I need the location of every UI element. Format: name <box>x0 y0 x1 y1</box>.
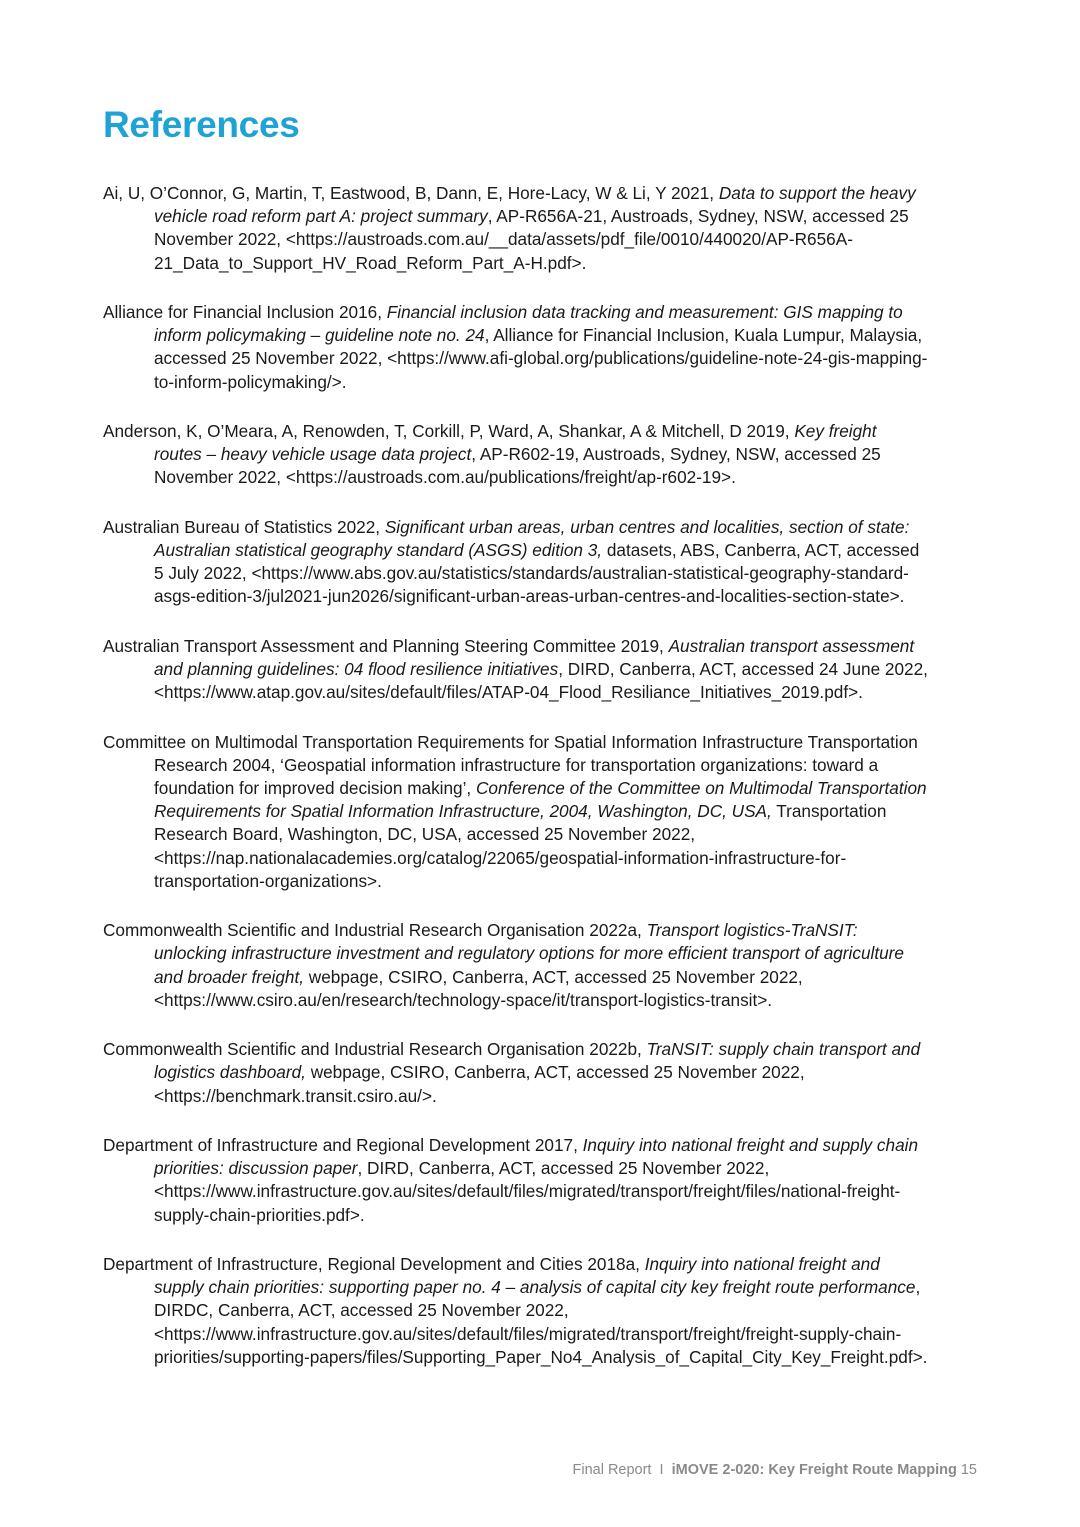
reference-authors: Commonwealth Scientific and Industrial Research Organisation 2022a, <box>103 920 647 941</box>
page-title: References <box>103 104 300 145</box>
reference-authors: Ai, U, O’Connor, G, Martin, T, Eastwood, B, Dann, E, Hore-Lacy, W & Li, Y 2021, <box>103 183 719 203</box>
reference-authors: Anderson, K, O’Meara, A, Renowden, T, Corkill, P, Ward, A, Shankar, A & Mitchell, D 2019, <box>103 421 795 441</box>
reference-details: , AP-R656A-21, Austroads, Sydney, NSW, accessed 25 November 2022, <https://austroads.com.au/__data/assets/pdf_file/0010/440020/AP-R656A- 21_Data_to_Support_HV_Road_Reform_Part_A-H.pdf>. <box>154 206 909 273</box>
reference-details: webpage, CSIRO, Canberra, ACT, accessed 25 November 2022, <https://benchmark.transit.csiro.au/>. <box>154 1062 805 1106</box>
reference-entry <box>103 301 983 394</box>
reference-authors: Commonwealth Scientific and Industrial Research Organisation 2022b, <box>103 1039 647 1060</box>
footer-separator: I <box>659 1462 664 1478</box>
reference-details: , DIRD, Canberra, ACT, accessed 25 November 2022, <https://www.infrastructure.gov.au/sites/default/files/migrated/transport/freight/files/national-freight- supply-chain-priorities.pdf>. <box>154 1158 901 1225</box>
reference-entry <box>103 731 983 893</box>
reference-details: , DIRDC, Canberra, ACT, accessed 25 November 2022, <https://www.infrastructure.gov.au/sites/default/files/migrated/transport/freight/freight-supply-chain- priorities/supporting-papers/files/Supporting_Paper_No4_Analysis_of_Capital_City_Key_Freight.pdf>. <box>154 1277 928 1367</box>
reference-title: Australian transport assessment and planning guidelines: 04 flood resilience initiatives <box>154 635 915 679</box>
reference-entry <box>103 1038 983 1108</box>
reference-title: Inquiry into national freight and supply chain priorities: supporting paper no. 4 – analysis of capital city key freight route performance <box>154 1254 916 1298</box>
page-number: 15 <box>960 1462 977 1478</box>
reference-details: Transportation Research Board, Washington, DC, USA, accessed 25 November 2022, <https://nap.nationalacademies.org/catalog/22065/geospatial-information-infrastructure-for- transportation-organizations>. <box>154 801 887 891</box>
reference-title: Data to support the heavy vehicle road reform part A: project summary <box>154 183 916 227</box>
reference-title: Conference of the Committee on Multimodal Transportation Requirements for Spatial Information Infrastructure, 2004, Washington, DC, USA, <box>154 778 927 822</box>
reference-title: Inquiry into national freight and supply chain priorities: discussion paper <box>154 1135 918 1179</box>
reference-details: datasets, ABS, Canberra, ACT, accessed 5 July 2022, <https://www.abs.gov.au/statistics/standards/australian-statistical-geography-standard- asgs-edition-3/jul2021-jun2026/significant-urban-areas-urban-centres-and-localities-section-state>. <box>154 540 920 607</box>
reference-authors: Australian Bureau of Statistics 2022, <box>103 516 385 537</box>
page-footer <box>572 1460 977 1480</box>
reference-entry <box>103 919 983 1012</box>
reference-entry <box>103 516 983 609</box>
reference-title: Significant urban areas, urban centres and localities, section of state: Australian statistical geography standard (ASGS) edition 3, <box>154 516 910 560</box>
reference-title: Key freight routes – heavy vehicle usage data project <box>154 421 877 465</box>
footer-report-label: Final Report <box>572 1462 652 1478</box>
reference-entry <box>103 635 983 705</box>
footer-document-title: iMOVE 2-020: Key Freight Route Mapping <box>671 1462 957 1478</box>
reference-authors: Department of Infrastructure and Regional Development 2017, <box>103 1135 583 1155</box>
reference-details: , Alliance for Financial Inclusion, Kuala Lumpur, Malaysia, accessed 25 November 2022, <https://www.afi-global.org/publications/guideline-note-24-gis-mapping- to-inform-policymaking/>. <box>154 325 928 392</box>
reference-entry <box>103 1253 983 1369</box>
reference-title: Financial inclusion data tracking and measurement: GIS mapping to inform policymaking – guideline note no. 24 <box>154 302 903 346</box>
reference-title: Transport logistics-TraNSIT: unlocking infrastructure investment and regulatory options for more efficient transport of agriculture and broader freight, <box>154 920 904 987</box>
reference-authors: Department of Infrastructure, Regional Development and Cities 2018a, <box>103 1254 645 1274</box>
reference-entry <box>103 1134 983 1227</box>
reference-entry <box>103 182 983 275</box>
reference-authors: Committee on Multimodal Transportation Requirements for Spatial Information Infrastructure Transportation Research 2004, ‘Geospatial information infrastructure for transportation organizations: toward a foundation for improved decision making’, <box>103 731 918 798</box>
reference-details: , DIRD, Canberra, ACT, accessed 24 June 2022, <https://www.atap.gov.au/sites/default/files/ATAP-04_Flood_Resiliance_Initiatives_2019.pdf>. <box>154 659 928 703</box>
reference-authors: Australian Transport Assessment and Planning Steering Committee 2019, <box>103 635 669 656</box>
reference-list <box>103 182 983 1395</box>
reference-authors: Alliance for Financial Inclusion 2016, <box>103 302 387 322</box>
reference-details: webpage, CSIRO, Canberra, ACT, accessed 25 November 2022, <https://www.csiro.au/en/research/technology-space/it/transport-logistics-transit>. <box>154 966 803 1010</box>
reference-title: TraNSIT: supply chain transport and logistics dashboard, <box>154 1039 921 1083</box>
reference-details: , AP-R602-19, Austroads, Sydney, NSW, accessed 25 November 2022, <https://austroads.com.au/publications/freight/ap-r602-19>. <box>154 444 881 488</box>
reference-entry <box>103 420 983 490</box>
